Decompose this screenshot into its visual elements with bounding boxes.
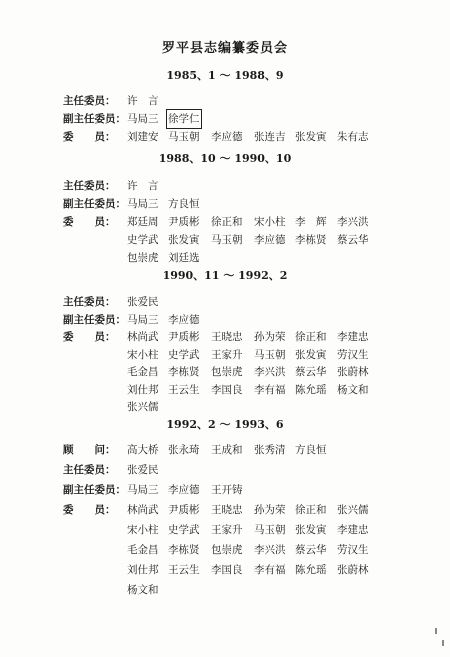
member-name: 王成和 [211,444,243,456]
member-name: 包崇虎 [127,252,159,264]
member-name: 李栋贤 [168,544,200,556]
member-name: 马玉朝 [211,234,243,246]
member-name: 徐正和 [295,331,327,343]
member-name: 杨文和 [337,383,369,396]
member-name: 李 辉 [295,216,327,228]
role-label: 顾 问： [63,444,116,456]
member-name: 方良恒 [168,198,200,210]
member-name: 李兴洪 [337,216,369,228]
member-name: 毛金昌 [127,366,159,378]
role-label: 副主任委员： [63,198,126,210]
member-name: 林尚武 [127,331,159,343]
member-name: 李应德 [211,131,243,143]
member-name: 林尚武 [127,504,159,516]
member-name: 宋小柱 [127,524,159,536]
member-name: 张蔚林 [337,366,369,378]
member-name: 马玉朝 [254,524,286,536]
member-name: 张发寅 [295,348,327,361]
member-name: 王晓忠 [211,504,243,516]
page-title: 罗平县志编纂委员会 [161,41,288,56]
member-name: 李有福 [254,383,286,396]
member-name: 李建忠 [337,524,369,536]
member-name: 张爱民 [127,464,159,476]
member-name: 孙为荣 [254,331,286,343]
role-label: 委 员： [63,131,116,143]
member-name: 高大桥 [127,444,159,456]
member-name: 张发寅 [295,131,327,143]
member-name: 许 言 [127,95,159,107]
member-name: 蔡云华 [295,366,327,378]
member-name: 马局三 [127,198,159,210]
member-name: 包崇虎 [211,366,243,378]
scan-mark [442,640,444,646]
member-name: 李栋贤 [295,234,327,246]
member-name: 刘建安 [127,131,159,143]
member-name: 史学武 [168,524,200,536]
member-name: 包崇虎 [211,544,243,556]
member-name: 张兴儒 [127,401,159,413]
role-label: 主任委员： [63,180,116,192]
member-name: 徐正和 [211,216,243,228]
role-label: 主任委员： [63,95,116,107]
member-name: 李建忠 [337,331,369,343]
member-name: 李兴洪 [254,366,286,378]
member-name: 张发寅 [295,524,327,536]
role-label: 副主任委员： [63,313,126,326]
member-name: 李栋贤 [168,366,200,378]
member-name: 李应德 [168,484,200,496]
member-name: 宋小柱 [254,216,286,228]
member-name: 宋小柱 [127,348,159,361]
role-label: 副主任委员： [63,484,126,496]
member-name: 杨文和 [127,584,159,596]
member-name: 蔡云华 [337,234,369,246]
member-name: 刘仕邦 [127,564,159,576]
member-name: 陈允瑶 [295,383,327,396]
member-name: 马局三 [127,313,159,326]
member-name: 马玉朝 [168,131,200,143]
member-name: 孙为荣 [254,504,286,516]
member-name: 张蔚林 [337,564,369,576]
member-name: 张发寅 [168,234,200,246]
role-label: 主任委员： [63,296,116,308]
member-name: 李应德 [254,234,286,246]
member-name: 李兴洪 [254,544,286,556]
member-name: 李国良 [211,383,243,396]
member-name: 郑廷周 [127,216,159,228]
member-name: 张永琦 [168,444,200,456]
period-heading: 1985、1 ～ 1988、9 [166,69,284,82]
role-label: 副主任委员： [63,113,126,125]
member-name: 李应德 [168,313,200,326]
member-name: 马玉朝 [254,348,286,361]
period-heading: 1992、2 ～ 1993、6 [166,418,284,431]
member-name: 尹质彬 [168,331,200,343]
period-heading: 1990、11 ～ 1992、2 [162,269,288,282]
member-name: 劳汉生 [337,544,369,556]
member-name: 王云生 [168,564,200,576]
member-name: 张爱民 [127,296,159,308]
member-name: 许 言 [127,180,159,192]
member-name: 马局三 [127,484,159,496]
member-name: 王家升 [211,348,243,361]
member-name: 张秀清 [254,444,286,456]
member-name: 徐学仁 [168,113,200,125]
member-name: 蔡云华 [295,544,327,556]
member-name: 张兴儒 [337,504,369,516]
member-name: 刘仕邦 [127,383,159,396]
member-name: 劳汉生 [337,348,369,361]
member-name: 徐正和 [295,504,327,516]
member-name: 尹质彬 [168,504,200,516]
member-name: 张连吉 [254,131,286,143]
member-name: 王晓忠 [211,331,243,343]
role-label: 委 员： [63,331,116,343]
member-name: 朱有志 [337,131,369,143]
member-name: 尹质彬 [168,216,200,228]
member-name: 毛金昌 [127,544,159,556]
scan-mark [435,628,437,634]
member-name: 方良恒 [295,444,327,456]
member-name: 刘廷选 [168,252,200,264]
member-name: 李国良 [211,564,243,576]
role-label: 委 员： [63,216,116,228]
member-name: 李有福 [254,564,286,576]
role-label: 委 员： [63,504,116,516]
member-name: 王开铸 [211,484,243,496]
member-name: 马局三 [127,113,159,125]
member-name: 王家升 [211,524,243,536]
period-heading: 1988、10 ～ 1990、10 [158,152,292,165]
role-label: 主任委员： [63,464,116,476]
member-name: 史学武 [127,234,159,246]
member-name: 史学武 [168,348,200,361]
member-name: 陈允瑶 [295,564,327,576]
member-name: 王云生 [168,383,200,396]
